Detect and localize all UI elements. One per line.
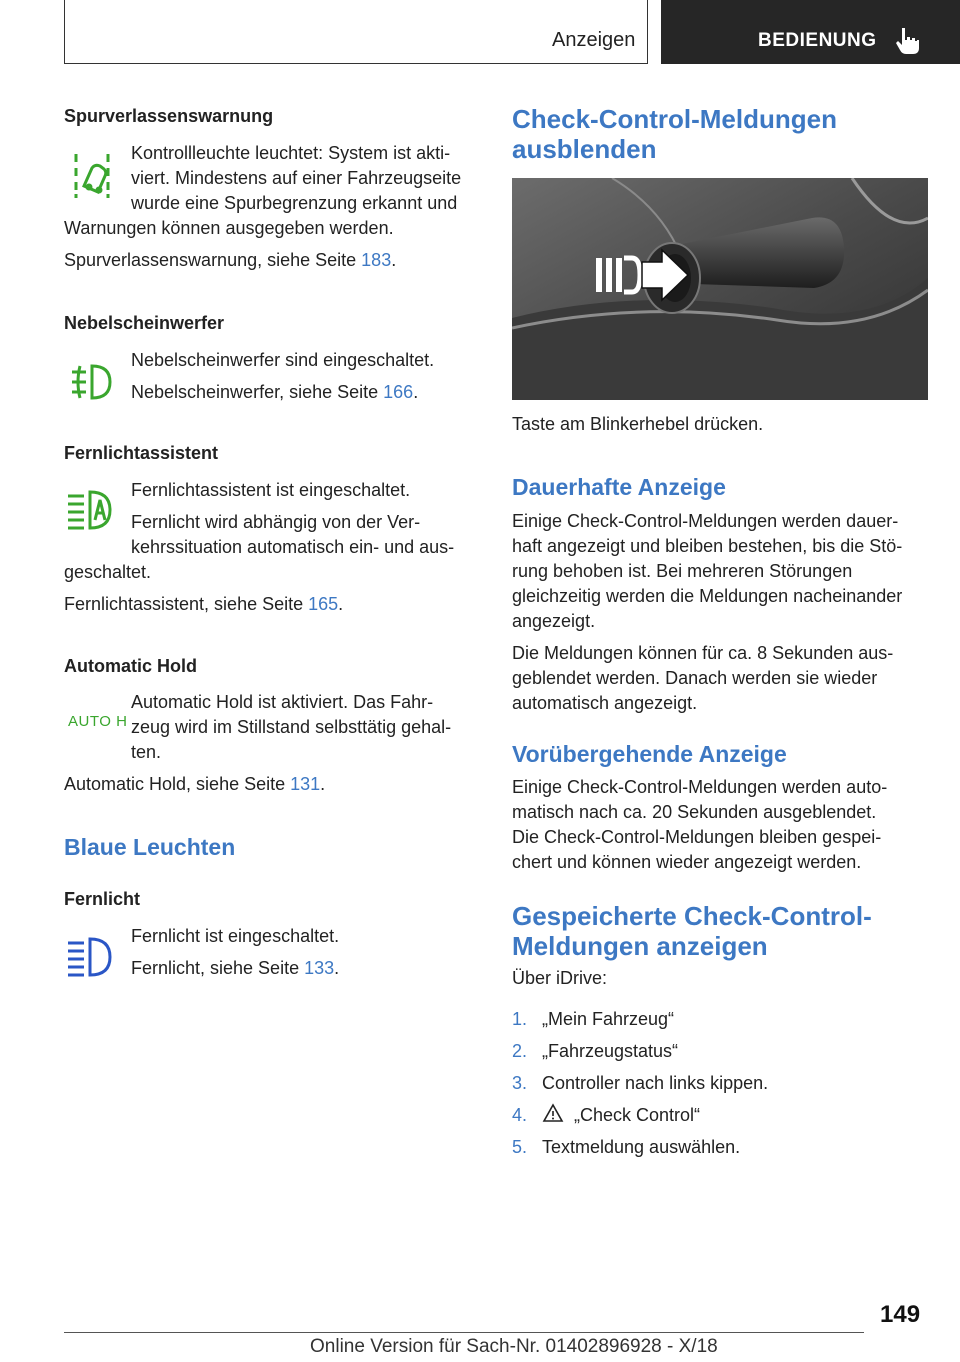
permanent-display-text-2: haft angezeigt und bleiben bestehen, bis die Stö- — [512, 536, 903, 556]
stored-messages-title-1: Gespeicherte Check-Control- — [512, 901, 872, 931]
high-beam-icon — [66, 935, 118, 979]
high-beam-assistant-text-2: Fernlicht wird abhängig von der Ver- — [131, 512, 421, 532]
high-beam-assistant-heading: Fernlichtassistent — [64, 443, 219, 463]
automatic-hold-text-3: ten. — [131, 742, 162, 762]
temporary-display-text-4: chert und können wieder angezeigt werden. — [512, 852, 862, 872]
temporary-display-heading: Vorübergehende Anzeige — [512, 741, 787, 767]
step-3: 3. Controller nach links kippen. — [512, 1073, 769, 1093]
fog-lights-page-link[interactable]: 166 — [383, 382, 414, 402]
step-1: 1. „Mein Fahrzeug“ — [512, 1009, 675, 1029]
temporary-display-text-1: Einige Check-Control-Meldungen werden auto- — [512, 777, 888, 797]
footer-divider — [64, 1332, 864, 1333]
temporary-display-text-2: matisch nach ca. 20 Sekunden ausgeblendet. — [512, 802, 877, 822]
header-chapter-label: BEDIENUNG — [758, 30, 877, 51]
step-5: 5. Textmeldung auswählen. — [512, 1137, 741, 1157]
high-beam-assistant-ref: Fernlichtassistent, siehe Seite 165. — [64, 594, 344, 614]
high-beam-assistant-text: Fernlichtassistent ist eingeschaltet. — [131, 480, 411, 500]
lane-warning-text-4: Warnungen können ausgegeben werden. — [64, 218, 394, 238]
permanent-display-text-7: geblendet werden. Danach werden sie wieder — [512, 668, 878, 688]
check-control-hide-title-1: Check-Control-Meldungen — [512, 104, 837, 134]
high-beam-assistant-page-link[interactable]: 165 — [308, 594, 339, 614]
high-beam-heading: Fernlicht — [64, 889, 141, 909]
permanent-display-text-6: Die Meldungen können für ca. 8 Sekunden aus- — [512, 643, 894, 663]
high-beam-page-link[interactable]: 133 — [304, 958, 335, 978]
automatic-hold-ref: Automatic Hold, siehe Seite 131. — [64, 774, 326, 794]
permanent-display-text-3: rung behoben ist. Bei mehreren Störungen — [512, 561, 853, 581]
auto-hold-icon: AUTO H — [68, 713, 128, 730]
blue-lights-heading: Blaue Leuchten — [64, 834, 236, 860]
fog-lights-heading: Nebelscheinwerfer — [64, 313, 225, 333]
photo-caption: Taste am Blinkerhebel drücken. — [512, 414, 764, 434]
high-beam-assistant-text-4: geschaltet. — [64, 562, 152, 582]
fog-lights-ref: Nebelscheinwerfer, siehe Seite 166. — [131, 382, 419, 402]
fog-light-icon — [68, 360, 116, 404]
lane-warning-text-3: wurde eine Spurbegrenzung erkannt und — [131, 193, 458, 213]
turn-signal-lever-photo — [512, 178, 928, 400]
high-beam-assistant-text-3: kehrssituation automatisch ein- und aus- — [131, 537, 455, 557]
high-beam-assistant-icon — [66, 488, 118, 532]
permanent-display-text-1: Einige Check-Control-Meldungen werden dauer- — [512, 511, 899, 531]
lane-warning-page-link[interactable]: 183 — [361, 250, 392, 270]
stored-messages-title-2: Meldungen anzeigen — [512, 931, 768, 961]
fog-lights-text: Nebelscheinwerfer sind eingeschaltet. — [131, 350, 435, 370]
lane-warning-text-2: viert. Mindestens auf einer Fahrzeugseite — [131, 168, 462, 188]
lane-departure-icon — [70, 150, 114, 200]
header-section-label: Anzeigen — [552, 29, 636, 51]
temporary-display-text-3: Die Check-Control-Meldungen bleiben gespei- — [512, 827, 882, 847]
lane-warning-ref: Spurverlassenswarnung, siehe Seite 183. — [64, 250, 397, 270]
pointing-hand-icon — [893, 26, 923, 56]
step-4: 4. „Check Control“ — [512, 1105, 701, 1125]
permanent-display-text-5: angezeigt. — [512, 611, 596, 631]
warning-triangle-icon — [542, 1103, 564, 1123]
page-number: 149 — [880, 1301, 921, 1328]
high-beam-text: Fernlicht ist eingeschaltet. — [131, 926, 340, 946]
permanent-display-heading: Dauerhafte Anzeige — [512, 474, 726, 500]
lane-warning-heading: Spurverlassenswarnung — [64, 106, 274, 126]
footer-online-version: Online Version für Sach-Nr. 01402896928 - X/18 — [310, 1336, 718, 1357]
permanent-display-text-4: gleichzeitig werden die Meldungen nacheinander — [512, 586, 903, 606]
idrive-intro: Über iDrive: — [512, 968, 608, 988]
step-2: 2. „Fahrzeugstatus“ — [512, 1041, 679, 1061]
permanent-display-text-8: automatisch angezeigt. — [512, 693, 698, 713]
automatic-hold-page-link[interactable]: 131 — [290, 774, 321, 794]
check-control-hide-title-2: ausblenden — [512, 134, 657, 164]
automatic-hold-heading: Automatic Hold — [64, 656, 197, 676]
lane-warning-text-1: Kontrollleuchte leuchtet: System ist akti- — [131, 143, 451, 163]
high-beam-ref: Fernlicht, siehe Seite 133. — [131, 958, 340, 978]
automatic-hold-text-2: zeug wird im Stillstand selbsttätig gehal- — [131, 717, 452, 737]
automatic-hold-text-1: Automatic Hold ist aktiviert. Das Fahr- — [131, 692, 434, 712]
